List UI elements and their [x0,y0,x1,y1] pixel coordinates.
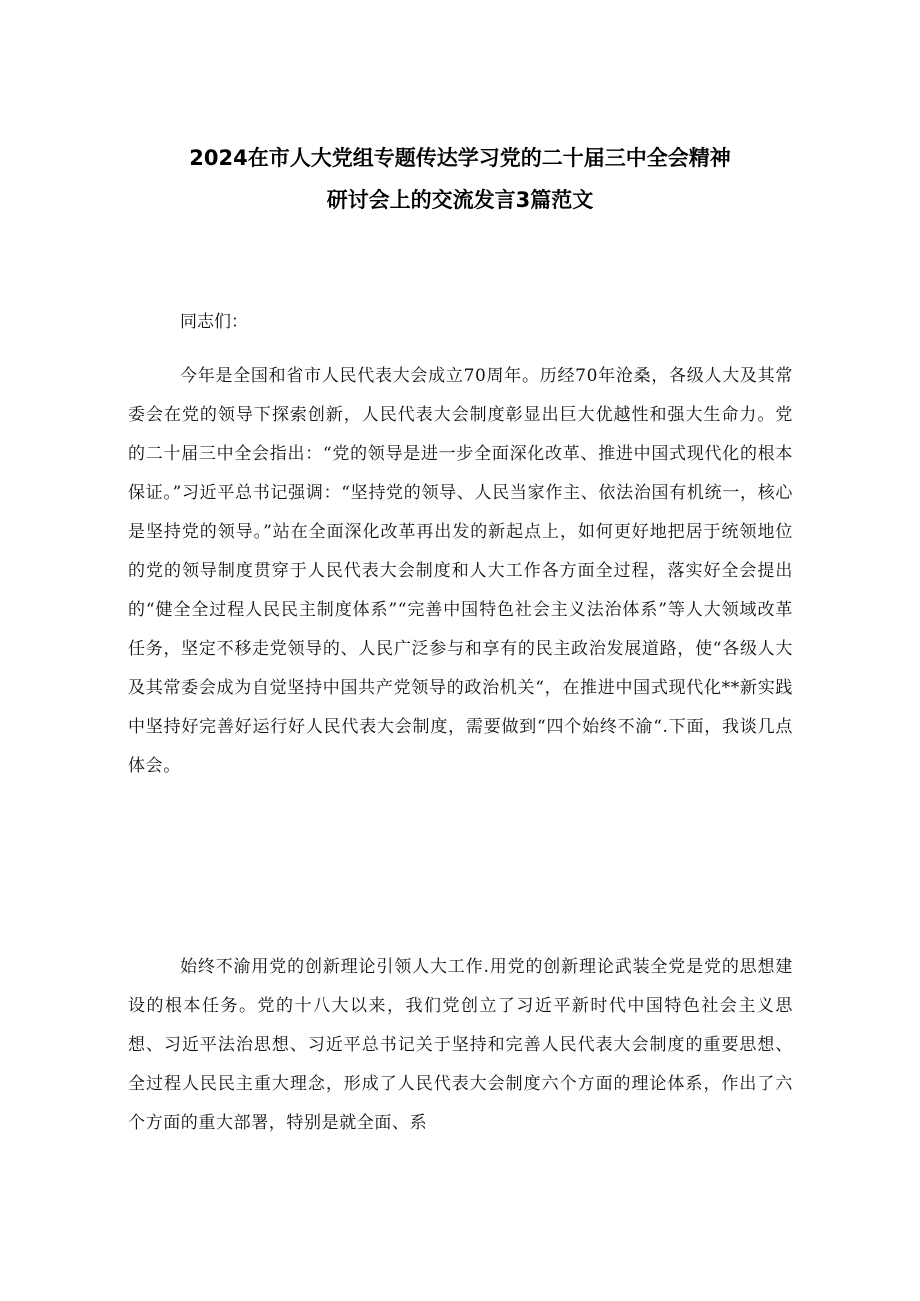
body-paragraph-1: 今年是全国和省市人民代表大会成立70周年。历经70年沧桑，各级人大及其常委会在党的领导下探索创新，人民代表大会制度彰显出巨大优越性和强大生命力。党的二十届三中全会指出：“党的领导是进一步全面深化改革、推进中国式现代化的根本保证。”习近平总书记强调：“坚持党的领导、人民当家作主、依法治国有机统一，核心是坚持党的领导。”站在全面深化改革再出发的新起点上，如何更好地把居于统领地位的党的领导制度贯穿于人民代表大会制度和人大工作各方面全过程，落实好全会提出的“健全全过程人民民主制度体系”“完善中国特色社会主义法治体系”等人大领域改革任务，坚定不移走党领导的、人民广泛参与和享有的民主政治发展道路，使“各级人大及其常委会成为自觉坚持中国共产党领导的政治机关“，在推进中国式现代化**新实践中坚持好完善好运行好人民代表大会制度，需要做到“四个始终不渝“.下面，我谈几点体会。 [128,366,793,776]
document-title-line-1: 2024在市人大党组专题传达学习党的二十届三中全会精神 [189,146,731,170]
document-title-line-2: 研讨会上的交流发言3篇范文 [326,188,594,212]
salutation: 同志们： [180,312,248,332]
body-paragraph-2: 始终不渝用党的创新理论引领人大工作.用党的创新理论武装全党是党的思想建设的根本任务。党的十八大以来，我们党创立了习近平新时代中国特色社会主义思想、习近平法治思想、习近平总书记关于坚持和完善人民代表大会制度的重要思想、全过程人民民主重大理念，形成了人民代表大会制度六个方面的理论体系，作出了六个方面的重大部署，特别是就全面、系 [128,957,793,1133]
